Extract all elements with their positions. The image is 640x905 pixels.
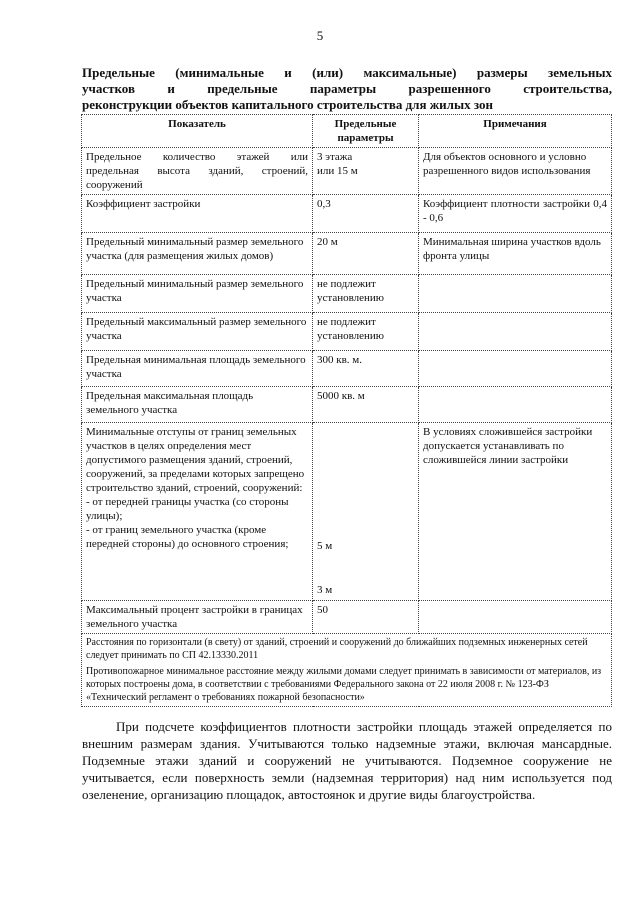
setback-front-value: 5 м (317, 540, 333, 552)
cell-note (419, 275, 612, 313)
table-header-row (82, 115, 612, 148)
cell-value: 0,3 (313, 195, 419, 233)
table-notes-row (82, 634, 612, 707)
cell-note: В условиях сложившейся застройки допускается устанавливать по сложившейся линии застройки (419, 423, 612, 601)
cell-value: 20 м (313, 233, 419, 275)
cell-indicator: Предельный минимальный размер земельного участка (82, 275, 313, 313)
header-indicator: Показатель (82, 115, 313, 148)
cell-note (419, 351, 612, 387)
cell-indicator: Предельный максимальный размер земельного участка (82, 313, 313, 351)
cell-note: Минимальная ширина участков вдоль фронта улицы (419, 233, 612, 275)
table-row (82, 423, 612, 601)
title-line: Предельные (минимальные и (или) максимальные) размеры земельных (82, 65, 612, 80)
header-notes: Примечания (419, 115, 612, 148)
cell-note (419, 313, 612, 351)
table-row (82, 233, 612, 275)
cell-value: не подлежит установлению (313, 275, 419, 313)
page-number: 5 (316, 28, 324, 43)
cell-value (313, 423, 419, 601)
table-row (82, 601, 612, 634)
setback-other-value: 3 м (317, 584, 333, 596)
title-line: реконструкции объектов капитального строительства для жилых зон (82, 97, 494, 112)
table-row (82, 313, 612, 351)
cell-indicator: Предельная максимальная площадь земельного участка (82, 387, 313, 423)
page-title (82, 65, 612, 113)
table-row (82, 148, 612, 195)
cell-indicator: Предельное количество этажей или предельная высота зданий, строений, сооружений (82, 148, 313, 195)
cell-value: 3 этажа или 15 м (313, 148, 419, 195)
cell-indicator: Коэффициент застройки (82, 195, 313, 233)
cell-value: 5000 кв. м (313, 387, 419, 423)
cell-note (419, 601, 612, 634)
header-parameters: Предельные параметры (313, 115, 419, 148)
table-notes (82, 634, 612, 707)
note-text: Противопожарное минимальное расстояние между жилыми домами следует принимать в зависимости от материалов, из которых построены дома, в соответствии с требованиями Федерального закона от 22 июля 2008 г. № 123-ФЗ «Технический регламент о требованиях пожарной безопасности» (86, 666, 602, 703)
parameters-table (81, 114, 612, 707)
cell-indicator: Максимальный процент застройки в границах земельного участка (82, 601, 313, 634)
cell-indicator: Предельная минимальная площадь земельного участка (82, 351, 313, 387)
paragraph-text: При подсчете коэффициентов плотности застройки площадь этажей определяется по внешним размерам здания. Учитываются только надземные этажи, включая мансардные. Подземные этажи зданий и сооружений не учитываются. Подземное сооружение не учитывается, если поверхность земли (надземная территория) над ним используется под озеленение, организацию площадок, автостоянок и другие виды благоустройства. (82, 719, 612, 802)
cell-value: 300 кв. м. (313, 351, 419, 387)
cell-note: Для объектов основного и условно разрешенного видов использования (419, 148, 612, 195)
table-row (82, 351, 612, 387)
cell-note (419, 387, 612, 423)
cell-indicator: Предельный минимальный размер земельного участка (для размещения жилых домов) (82, 233, 313, 275)
table-row (82, 387, 612, 423)
cell-indicator: Минимальные отступы от границ земельных участков в целях определения мест допустимого размещения зданий, строений, сооружений, за пределами которых запрещено строительство зданий, строений, сооружений: - от передней границы участка (со стороны улицы); - от границ земельного участка (кроме передней стороны) до основного строения; (82, 423, 313, 601)
table-row (82, 275, 612, 313)
cell-value: 50 (313, 601, 419, 634)
cell-value: не подлежит установлению (313, 313, 419, 351)
body-paragraph (82, 718, 612, 803)
note-text: Расстояния по горизонтали (в свету) от зданий, строений и сооружений до ближайших подземных инженерных сетей следует принимать по СП 42.13330.2011 (86, 637, 588, 661)
table-row (82, 195, 612, 233)
cell-note: Коэффициент плотности застройки 0,4 - 0,6 (419, 195, 612, 233)
title-line: участков и предельные параметры разрешенного строительства, (82, 81, 612, 96)
